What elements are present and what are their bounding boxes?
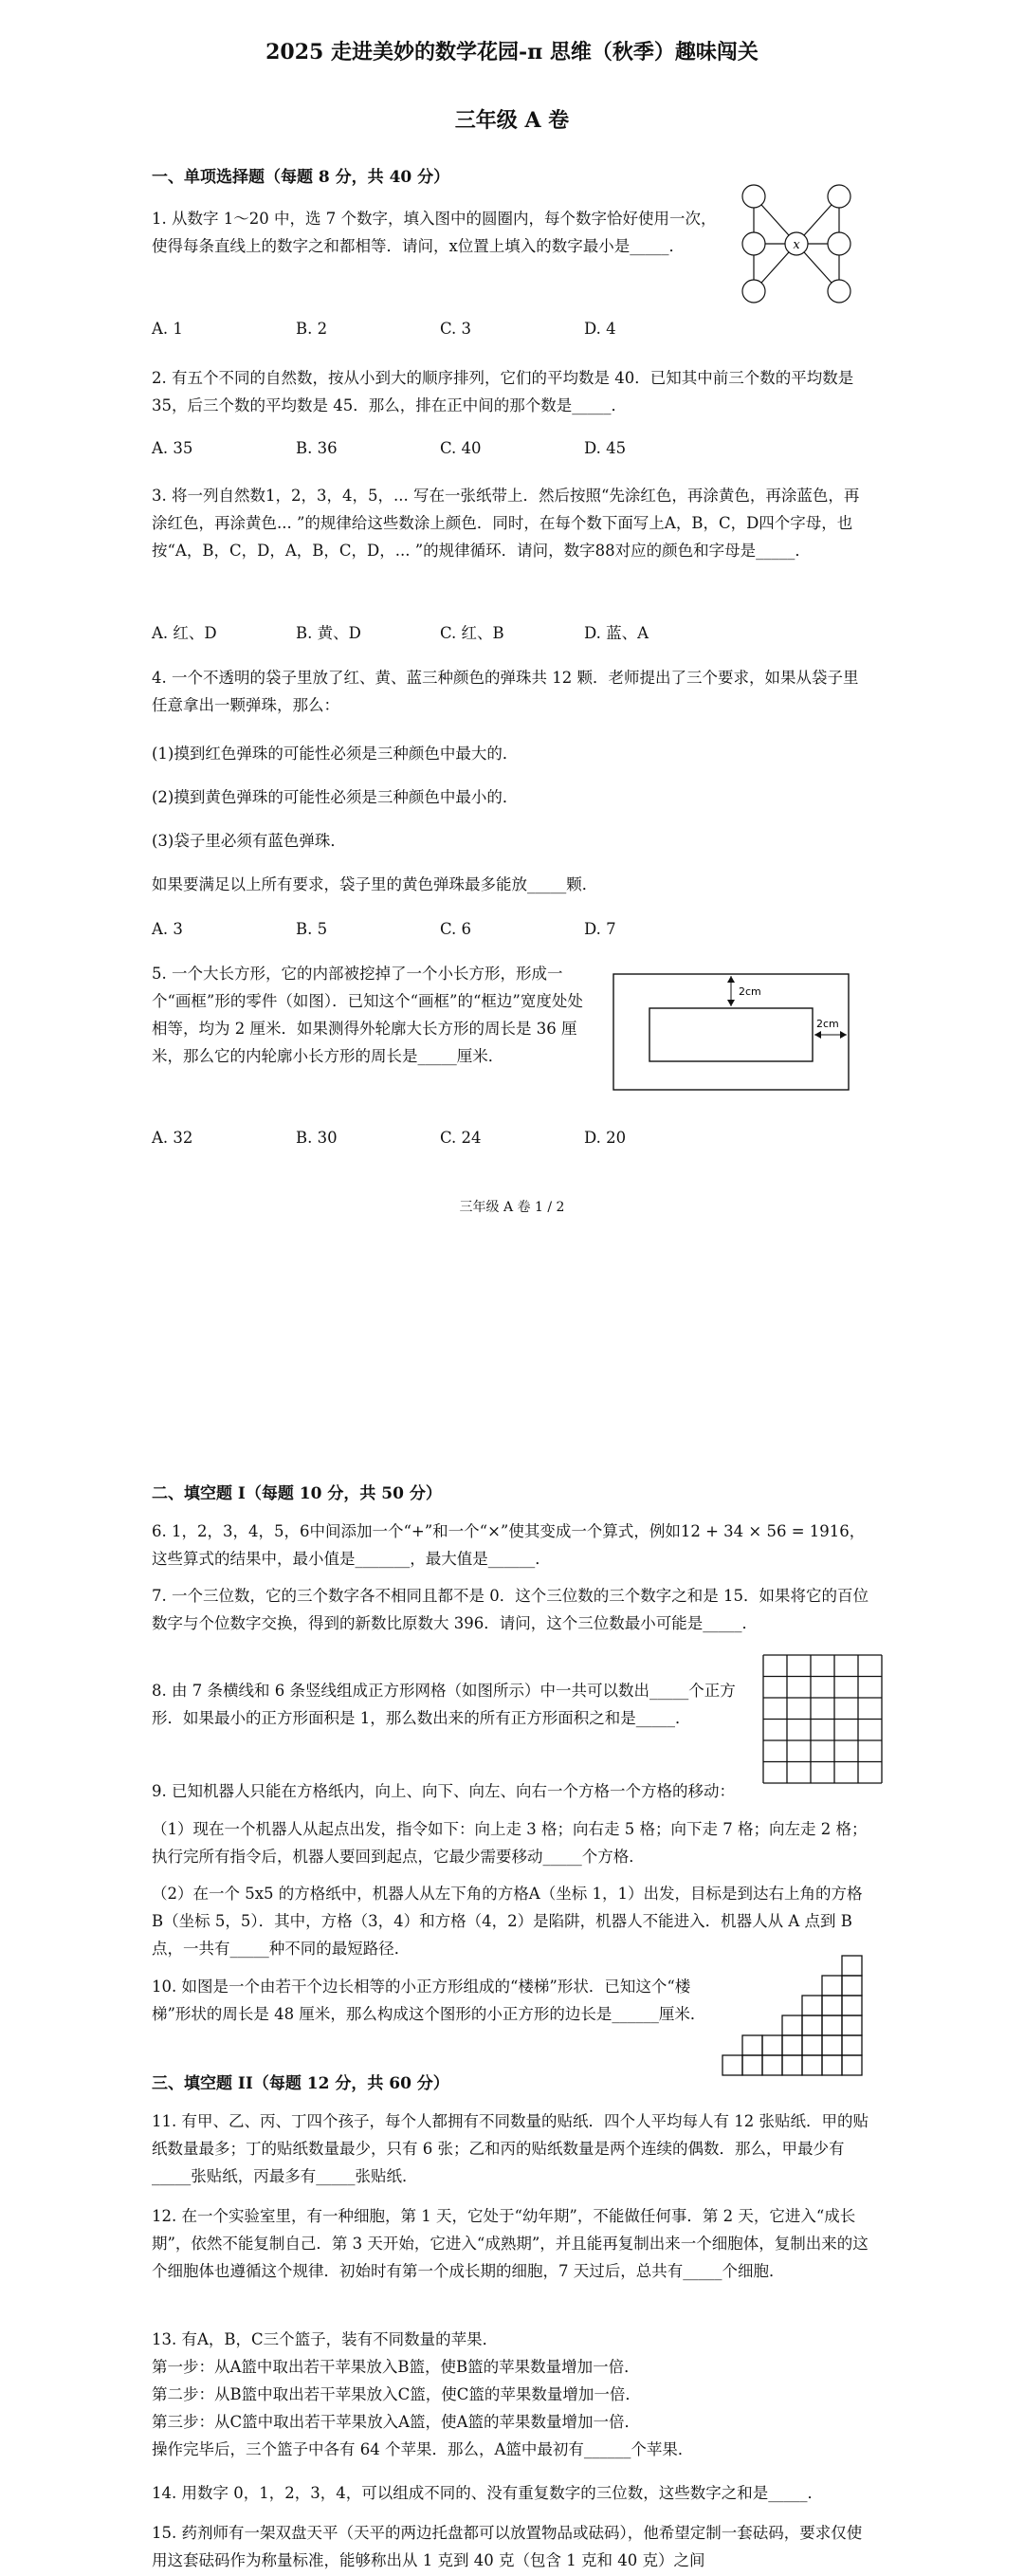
q1-x-label: x (793, 238, 800, 252)
q4-condition-3: (3)袋子里必须有蓝色弹珠． (152, 832, 346, 850)
question-13: 13. 有A，B，C三个篮子，装有不同数量的苹果． (152, 2330, 499, 2348)
question-2: 2. 有五个不同的自然数，按从小到大的顺序排列，它们的平均数是 40．已知其中前三个数的平均数是 35，后三个数的平均数是 45．那么，排在正中间的那个数是_____． (152, 369, 854, 414)
q5-option-a: A. 32 (152, 1129, 193, 1147)
q4-condition-2: (2)摸到黄色弹珠的可能性必须是三种颜色中最小的． (152, 788, 519, 806)
q5-frame-figure (612, 972, 853, 1095)
q13-result: 操作完毕后，三个篮子中各有 64 个苹果．那么，A篮中最初有______个苹果． (152, 2440, 694, 2458)
question-8: 8. 由 7 条横线和 6 条竖线组成正方形网格（如图所示）中一共可以数出_____个正方形．如果最小的正方形面积是 1，那么数出来的所有正方形面积之和是_____． (152, 1682, 736, 1727)
q5-top-width-label: 2cm (739, 985, 761, 998)
question-1: 1. 从数字 1～20 中，选 7 个数字，填入图中的圆圈内，每个数字恰好使用一次，使得每条直线上的数字之和都相等．请问，x位置上填入的数字最小是_____． (152, 210, 717, 255)
q9-part-2: （2）在一个 5x5 的方格纸中，机器人从左下角的方格A（坐标 1，1）出发，目标是到达右上角的方格B（坐标 5，5）．其中，方格（3，4）和方格（4，2）是陷阱，机器人不能进入．机器人从 A 点到 B 点，一共有_____种不同的最短路径． (152, 1885, 863, 1958)
page-footer: 三年级 A 卷 1 / 2 (459, 1200, 565, 1215)
q1-figure (740, 182, 853, 305)
question-15: 15. 药剂师有一架双盘天平（天平的两边托盘都可以放置物品或砝码），他希望定制一套砝码，要求仅使用这套砝码作为称量标准，能够称出从 1 克到 40 克（包含 1 克和 40 克）之间 (152, 2524, 863, 2569)
page-title: 2025 走进美妙的数学花园-π 思维（秋季）趣味闯关 (265, 40, 759, 64)
q3-option-d: D. 蓝、A (584, 624, 649, 642)
question-5: 5. 一个大长方形，它的内部被挖掉了一个小长方形，形成一个“画框”形的零件（如图）．已知这个“画框”的“框边”宽度处处相等，均为 2 厘米．如果测得外轮廓大长方形的周长是 36 厘米，那么它的内轮廓小长方形的周长是_____厘米． (152, 965, 583, 1065)
q8-grid-figure (761, 1653, 885, 1786)
q1-option-d: D. 4 (584, 320, 616, 338)
question-11: 11. 有甲、乙、丙、丁四个孩子，每个人都拥有不同数量的贴纸．四个人平均每人有 12 张贴纸．甲的贴纸数量最多；丁的贴纸数量最少，只有 6 张；乙和丙的贴纸数量是两个连续的偶数．那么，甲最少有_____张贴纸，丙最多有_____张贴纸． (152, 2112, 869, 2185)
q4-option-d: D. 7 (584, 920, 616, 938)
q3-option-a: A. 红、D (152, 624, 217, 642)
question-14: 14. 用数字 0，1，2，3，4，可以组成不同的、没有重复数字的三位数，这些数字之和是_____． (152, 2484, 823, 2502)
q3-options (152, 620, 815, 643)
q4-condition-1: (1)摸到红色弹珠的可能性必须是三种颜色中最大的． (152, 745, 519, 763)
q9-part-1: （1）现在一个机器人从起点出发，指令如下：向上走 3 格；向右走 5 格；向下走 7 格；向左走 2 格；执行完所有指令后，机器人要回到起点，它最少需要移动_____个方格． (152, 1820, 868, 1866)
q4-option-c: C. 6 (440, 920, 472, 938)
q10-staircase-figure (721, 1954, 882, 2077)
q2-option-d: D. 45 (584, 439, 627, 457)
q1-option-a: A. 1 (152, 320, 183, 338)
q4-ask: 如果要满足以上所有要求，袋子里的黄色弹珠最多能放_____颗． (152, 875, 598, 893)
q5-option-c: C. 24 (440, 1129, 482, 1147)
question-3: 3. 将一列自然数1，2，3，4，5，... 写在一张纸带上．然后按照“先涂红色，再涂黄色，再涂蓝色，再涂红色，再涂黄色... ”的规律给这些数涂上颜色．同时，在每个数下面写上A，B，C，D四个字母，也按“A，B，C，D，A，B，C，D，... ”的规律循环．请问，数字88对应的颜色和字母是_____． (152, 487, 860, 560)
section2-heading: 二、填空题 I（每题 10 分，共 50 分） (152, 1484, 442, 1503)
page-subtitle: 三年级 A 卷 (454, 108, 570, 133)
section1-heading: 一、单项选择题（每题 8 分，共 40 分） (152, 168, 450, 187)
q4-option-b: B. 5 (296, 920, 328, 938)
section3-heading: 三、填空题 II（每题 12 分，共 60 分） (152, 2074, 449, 2093)
q2-option-c: C. 40 (440, 439, 482, 457)
q4-options (152, 920, 815, 938)
q5-option-b: B. 30 (296, 1129, 338, 1147)
q3-option-b: B. 黄、D (296, 624, 361, 642)
q1-option-b: B. 2 (296, 320, 328, 338)
question-12: 12. 在一个实验室里，有一种细胞，第 1 天，它处于“幼年期”，不能做任何事．第 2 天，它进入“成长期”，依然不能复制自己．第 3 天开始，它进入“成熟期”，并且能再复制出来一个细胞体，复制出来的这个细胞体也遵循这个规律．初始时有第一个成长期的细胞，7 天过后，总共有_____个细胞． (152, 2207, 869, 2280)
question-6: 6. 1，2，3，4，5，6中间添加一个“+”和一个“×”使其变成一个算式，例如12 + 34 × 56 = 1916，这些算式的结果中，最小值是_______，最大值是______． (152, 1522, 866, 1568)
q2-options (152, 439, 815, 457)
q1-options (152, 320, 815, 338)
q5-options (152, 1129, 815, 1147)
q13-step-3: 第三步：从C篮中取出若干苹果放入A篮，使A篮的苹果数量增加一倍． (152, 2413, 640, 2431)
question-4: 4. 一个不透明的袋子里放了红、黄、蓝三种颜色的弹珠共 12 颗．老师提出了三个要求，如果从袋子里任意拿出一颗弹珠，那么： (152, 669, 859, 714)
question-10: 10. 如图是一个由若干个边长相等的小正方形组成的“楼梯”形状．已知这个“楼梯”形状的周长是 48 厘米，那么构成这个图形的小正方形的边长是______厘米． (152, 1978, 706, 2023)
question-7: 7. 一个三位数，它的三个数字各不相同且都不是 0．这个三位数的三个数字之和是 15．如果将它的百位数字与个位数字交换，得到的新数比原数大 396．请问，这个三位数最小可能是_____． (152, 1587, 869, 1632)
q5-right-width-label: 2cm (816, 1018, 839, 1030)
question-9: 9. 已知机器人只能在方格纸内，向上、向下、向左、向右一个方格一个方格的移动： (152, 1782, 735, 1800)
q4-option-a: A. 3 (152, 920, 183, 938)
q1-option-c: C. 3 (440, 320, 472, 338)
q2-option-b: B. 36 (296, 439, 338, 457)
q5-option-d: D. 20 (584, 1129, 627, 1147)
q13-step-2: 第二步：从B篮中取出若干苹果放入C篮，使C篮的苹果数量增加一倍． (152, 2385, 641, 2403)
q13-step-1: 第一步：从A篮中取出若干苹果放入B篮，使B篮的苹果数量增加一倍． (152, 2358, 640, 2376)
q2-option-a: A. 35 (152, 439, 193, 457)
q3-option-c: C. 红、B (440, 624, 504, 642)
